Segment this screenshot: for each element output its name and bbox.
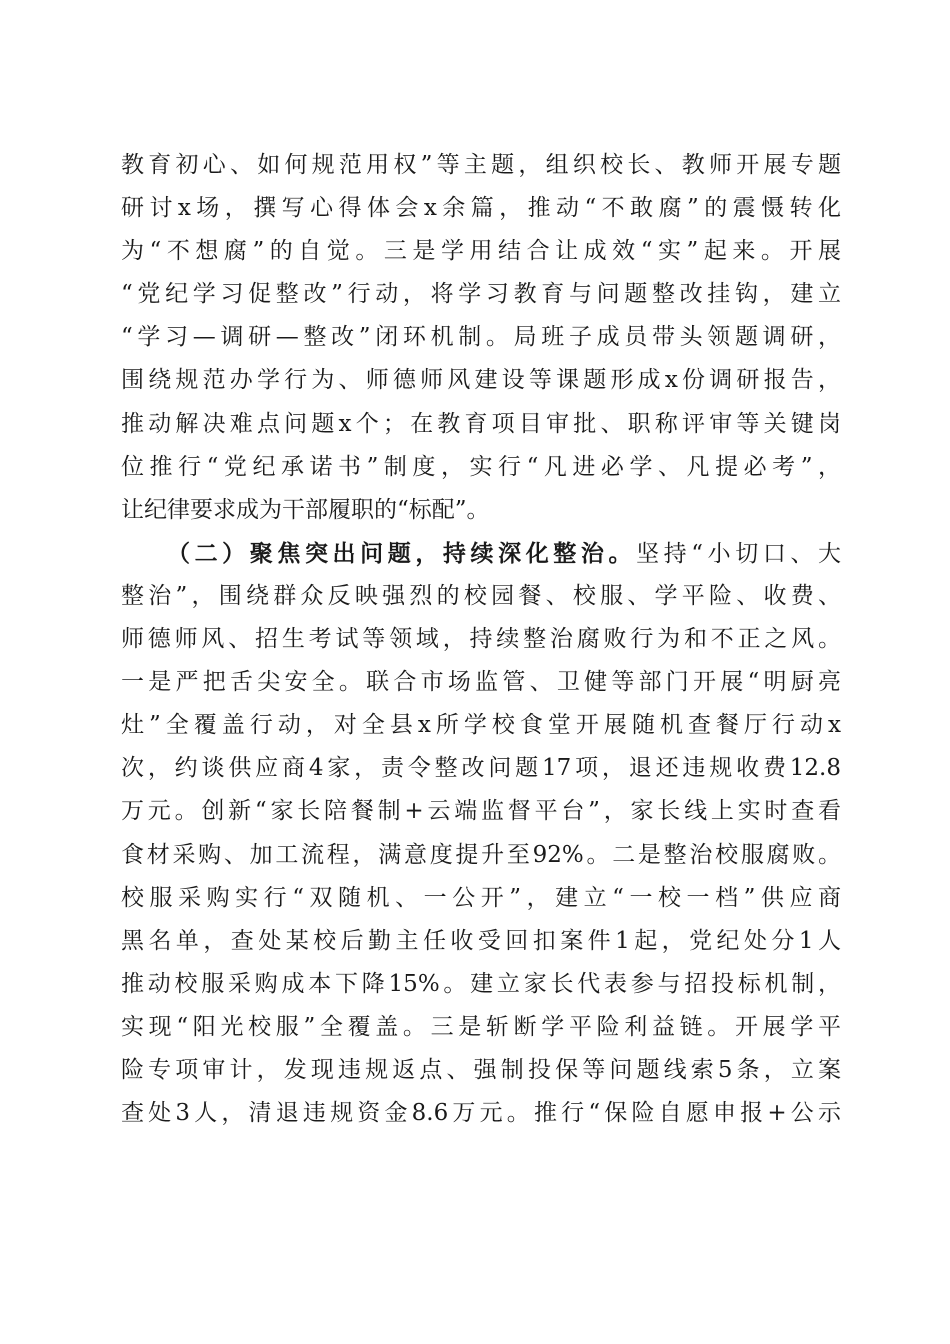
text-line: 研讨x场，撰写心得体会x余篇，推动“不敢腐”的震慑转化 (121, 195, 841, 222)
text-line: 次，约谈供应商4家，责令整改问题17项，退还违规收费12.8 (121, 755, 841, 782)
section-heading-line (121, 532, 841, 575)
section-heading: （二）聚焦突出问题，持续深化整治。 (167, 539, 637, 567)
text-line: 让纪律要求成为干部履职的“标配”。 (121, 496, 490, 523)
text-line: 险专项审计，发现违规返点、强制投保等问题线索5条，立案 (121, 1056, 841, 1083)
section-heading-rest: 坚持“小切口、大 (636, 540, 842, 567)
text-line: 黑名单，查处某校后勤主任收受回扣案件1起，党纪处分1人 (121, 927, 841, 954)
body-text (121, 144, 841, 1135)
text-line: 推动解决难点问题x个；在教育项目审批、职称评审等关键岗 (121, 410, 841, 437)
text-line: 灶”全覆盖行动，对全县x所学校食堂开展随机查餐厅行动x (121, 712, 841, 739)
text-line: 为“不想腐”的自觉。三是学用结合让成效“实”起来。开展 (121, 238, 841, 265)
text-line: 位推行“党纪承诺书”制度，实行“凡进必学、凡提必考”， (121, 453, 841, 480)
text-line: 师德师风、招生考试等领域，持续整治腐败行为和不正之风。 (121, 626, 841, 653)
text-line: 万元。创新“家长陪餐制+云端监督平台”，家长线上实时查看 (121, 798, 841, 825)
text-line: 围绕规范办学行为、师德师风建设等课题形成x份调研报告， (121, 367, 841, 394)
text-line: 一是严把舌尖安全。联合市场监管、卫健等部门开展“明厨亮 (121, 669, 841, 696)
text-line: 整治”，围绕群众反映强烈的校园餐、校服、学平险、收费、 (121, 582, 841, 609)
text-line: 查处3人，清退违规资金8.6万元。推行“保险自愿申报+公示 (121, 1100, 841, 1127)
text-line: “党纪学习促整改”行动，将学习教育与问题整改挂钩，建立 (121, 281, 841, 308)
text-line: 食材采购、加工流程，满意度提升至92%。二是整治校服腐败。 (121, 841, 841, 868)
text-line: “学习—调研—整改”闭环机制。局班子成员带头领题调研， (121, 324, 841, 351)
text-line: 教育初心、如何规范用权”等主题，组织校长、教师开展专题 (121, 152, 841, 178)
text-line: 推动校服采购成本下降15%。建立家长代表参与招投标机制， (121, 970, 841, 997)
text-line: 实现“阳光校服”全覆盖。三是斩断学平险利益链。开展学平 (121, 1013, 841, 1040)
text-line: 校服采购实行“双随机、一公开”，建立“一校一档”供应商 (121, 884, 841, 911)
